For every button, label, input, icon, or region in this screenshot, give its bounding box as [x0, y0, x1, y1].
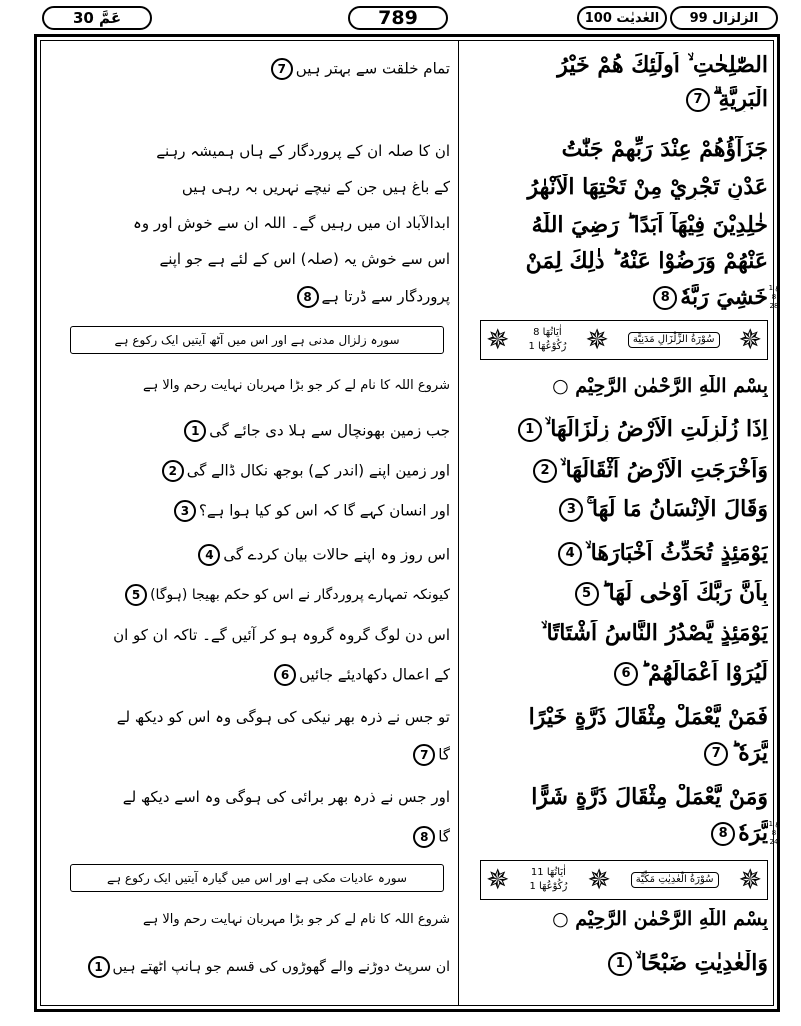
ayah-number: 8	[413, 826, 435, 848]
ayah-number: 3	[559, 498, 583, 522]
urdu-line: تمام خلقت سے بہتر ہیں7	[48, 58, 450, 80]
arabic-line: عَنْهُمْ وَرَضُوْا عَنْهُ ؕ ذٰلِكَ لِمَنْ	[525, 248, 768, 274]
page-header	[30, 4, 780, 32]
urdu-line: پروردگار سے ڈرتا ہے8	[48, 286, 450, 308]
bismillah: بِسْمِ اللّٰهِ الرَّحْمٰنِ الرَّحِيْمِ ○	[552, 908, 768, 930]
octagram-ornament-icon: ✵	[585, 323, 609, 356]
surah-adiyat-note: سورہ عادیات مکی ہے اور اس میں گیارہ آیتیں ایک رکوع ہے	[70, 864, 444, 892]
surah-zalzal-label: الزلزال 99	[670, 6, 778, 30]
surah-adiyat-label: العٰديٰت 100	[577, 6, 667, 30]
column-divider	[458, 40, 459, 1006]
arabic-line: اِذَا زُلْزِلَتِ الْاَرْضُ زِلْزَالَهَا ۙ1	[470, 416, 768, 442]
arabic-line: الْبَرِيَّةِ ۗ7	[470, 86, 768, 112]
urdu-line: ان کا صلہ ان کے پروردگار کے ہاں ہمیشہ رہنے	[156, 142, 450, 160]
surah-zalzal-note: سورہ زلزال مدنی ہے اور اس میں آٹھ آیتیں ایک رکوع ہے	[70, 326, 444, 354]
urdu-line: گا7	[48, 744, 450, 766]
arabic-line: يَّرَهٗ ؕ7	[470, 740, 768, 766]
arabic-line: وَالْعٰدِيٰتِ ضَبْحًا ۙ1	[470, 950, 768, 976]
arabic-line: خَشِيَ رَبَّهٗ8	[470, 284, 768, 310]
ayah-number: 8	[711, 822, 735, 846]
urdu-line: گا8	[48, 826, 450, 848]
ayah-number: 4	[558, 542, 582, 566]
surah-adiyat-banner	[480, 860, 768, 900]
ayah-number: 1	[88, 956, 110, 978]
surah-adiyat-name: سُوْرَةُ الْعٰدِيٰتِ مَكِّيَّة	[631, 872, 719, 888]
bismillah-translation: شروع اللہ کا نام لے کر جو بڑا مہربان نہایت رحم والا ہے	[142, 378, 450, 393]
bismillah-translation: شروع اللہ کا نام لے کر جو بڑا مہربان نہایت رحم والا ہے	[142, 912, 450, 927]
urdu-line: ابدالآباد ان میں رہیں گے۔ اللہ ان سے خوش اور وہ	[133, 214, 450, 232]
ayah-number: 8	[297, 286, 319, 308]
arabic-line: وَاَخْرَجَتِ الْاَرْضُ اَثْقَالَهَا ۙ2	[470, 457, 768, 483]
arabic-line: فَمَنْ يَّعْمَلْ مِثْقَالَ ذَرَّةٍ خَيْرًا	[528, 704, 768, 730]
ayah-number: 6	[614, 662, 638, 686]
ayah-number: 6	[274, 664, 296, 686]
arabic-line: بِاَنَّ رَبَّكَ اَوْحٰى لَهَا ؕ5	[470, 580, 768, 606]
urdu-line: جب زمین بھونچال سے ہلا دی جائے گی1	[48, 420, 450, 442]
ayah-number: 1	[518, 418, 542, 442]
urdu-line: اس سے خوش یہ (صلہ) اس کے لئے ہے جو اپنے	[159, 250, 450, 268]
urdu-line: اس دن لوگ گروہ گروہ ہو کر آئیں گے۔ تاکہ ان کو ان	[113, 626, 450, 644]
surah-zalzal-banner	[480, 320, 768, 360]
ruku-mark: ع 1 8 28	[768, 284, 780, 310]
ayah-number: 7	[704, 742, 728, 766]
juz-label: عَمَّ 30	[42, 6, 152, 30]
ayah-number: 7	[413, 744, 435, 766]
ayah-number: 4	[198, 544, 220, 566]
urdu-line: کے اعمال دکھادیئے جائیں6	[48, 664, 450, 686]
octagram-ornament-icon: ✵	[738, 863, 762, 896]
arabic-line: وَمَنْ يَّعْمَلْ مِثْقَالَ ذَرَّةٍ شَرًّا	[531, 784, 768, 810]
urdu-line: تو جس نے ذرہ بھر نیکی کی ہوگی وہ اس کو دیکھ لے	[116, 708, 450, 726]
ayah-number: 5	[575, 582, 599, 606]
octagram-ornament-icon: ✵	[486, 863, 510, 896]
arabic-line: الصّٰلِحٰتِ ۙ اُولٰٓئِكَ هُمْ خَيْرُ	[557, 52, 768, 78]
arabic-line: لِّيُرَوْا اَعْمَالَهُمْ ؕ6	[470, 660, 768, 686]
urdu-line: کیونکہ تمہارے پروردگار نے اس کو حکم بھیجا (ہوگا)5	[48, 584, 450, 606]
surah-zalzal-info: اٰيَاتُهَا 8 رُكُوْعُهَا 1	[528, 327, 567, 352]
octagram-ornament-icon: ✵	[486, 323, 510, 356]
urdu-line: ان سرپٹ دوڑنے والے گھوڑوں کی قسم جو ہانپ اٹھتے ہیں1	[48, 956, 450, 978]
urdu-line: اور زمین اپنے (اندر کے) بوجھ نکال ڈالے گی2	[48, 460, 450, 482]
arabic-line: جَزَآؤُهُمْ عِنْدَ رَبِّهِمْ جَنّٰتُ	[561, 136, 768, 162]
arabic-line: وَقَالَ الْاِنْسَانُ مَا لَهَا ۚ3	[470, 496, 768, 522]
ayah-number: 3	[174, 500, 196, 522]
surah-adiyat-info: اٰيَاتُهَا 11 رُكُوْعُهَا 1	[529, 867, 568, 892]
octagram-ornament-icon: ✵	[587, 863, 611, 896]
ayah-number: 1	[184, 420, 206, 442]
arabic-line: عَدْنٍ تَجْرِيْ مِنْ تَحْتِهَا الْاَنْهٰرُ	[527, 174, 768, 200]
urdu-line: اور انسان کہے گا کہ اس کو کیا ہوا ہے؟3	[48, 500, 450, 522]
ayah-number: 2	[162, 460, 184, 482]
urdu-line: کے باغ ہیں جن کے نیچے نہریں بہ رہی ہیں	[181, 178, 450, 196]
surah-zalzal-name: سُوْرَةُ الزِّلْزَالِ مَدَنِيَّة	[628, 332, 720, 348]
arabic-line: يَوْمَئِذٍ تُحَدِّثُ اَخْبَارَهَا ۙ4	[470, 540, 768, 566]
ayah-number: 2	[533, 459, 557, 483]
arabic-line: يَّرَهٗ8	[470, 820, 768, 846]
arabic-line: يَوْمَئِذٍ يَّصْدُرُ النَّاسُ اَشْتَاتًا ۙ	[540, 620, 768, 646]
ruku-mark: ع 1 8 24	[768, 820, 780, 846]
ayah-number: 7	[271, 58, 293, 80]
bismillah: بِسْمِ اللّٰهِ الرَّحْمٰنِ الرَّحِيْمِ ○	[552, 375, 768, 397]
arabic-line: خٰلِدِيْنَ فِيْهَآ اَبَدًا ؕ رَضِيَ اللّٰهُ	[531, 212, 768, 238]
ayah-number: 5	[125, 584, 147, 606]
ayah-number: 7	[686, 88, 710, 112]
urdu-line: اس روز وہ اپنے حالات بیان کردے گی4	[48, 544, 450, 566]
ayah-number: 8	[653, 286, 677, 310]
urdu-line: اور جس نے ذرہ بھر برائی کی ہوگی وہ اسے دیکھ لے	[122, 788, 450, 806]
ayah-number: 1	[608, 952, 632, 976]
octagram-ornament-icon: ✵	[738, 323, 762, 356]
page-number: 789	[348, 6, 448, 30]
